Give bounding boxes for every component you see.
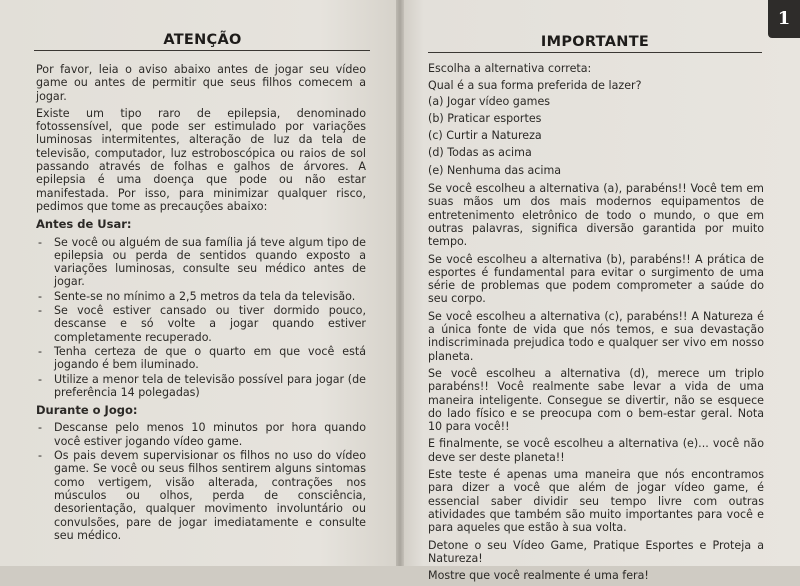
left-body	[36, 63, 366, 543]
list-item-text: Utilize a menor tela de televisão possível para jogar (de preferência 14 polegadas)	[54, 372, 366, 399]
list-item	[36, 290, 366, 303]
bullet-dash: -	[38, 449, 43, 463]
right-page	[400, 0, 800, 583]
list-item	[36, 373, 366, 400]
bullet-dash: -	[38, 421, 43, 435]
page-title-atencao: ATENÇÃO	[163, 32, 242, 48]
closing-paragraph: Este teste é apenas uma maneira que nós encontramos para dizer a você que além de jogar vídeo game, é essencial saber dividir seu tempo livre com outras atividades que também são muito importantes para você e para aqueles que estão à sua volta.	[428, 468, 764, 535]
right-body	[428, 62, 764, 586]
list-item	[36, 304, 366, 344]
final-line: Mostre que você realmente é uma fera!	[428, 569, 649, 583]
title-divider	[34, 50, 370, 51]
answer-e-paragraph: E finalmente, se você escolheu a alternativa (e)... você não deve ser deste planeta!!	[428, 437, 764, 464]
list-item-text: Os pais devem supervisionar os filhos no uso do vídeo game. Se você ou seus filhos sentirem alguns sintomas como vertigem, visão alterada, contrações nos músculos ou olhos, perda de consciência, desorientação, qualquer movimento involuntário ou convulsões, pare de jogar imediatamente e consulte seu médico.	[54, 449, 366, 542]
during-game-heading: Durante o Jogo:	[36, 403, 138, 418]
bullet-dash: -	[38, 344, 43, 358]
option-a: (a) Jogar vídeo games	[428, 94, 551, 108]
list-item-text: Sente-se no mínimo a 2,5 metros da tela da televisão.	[54, 289, 356, 303]
list-item-text: Se você ou alguém de sua família já teve algum tipo de epilepsia ou perda de sentidos quando exposto a variações luminosas, consulte seu médico antes de jogar.	[54, 235, 366, 289]
option-e: (e) Nenhuma das acima	[428, 163, 562, 177]
title-divider	[428, 52, 762, 53]
left-page	[0, 0, 400, 566]
intro-paragraph-2: Existe um tipo raro de epilepsia, denominado fotossensível, que pode ser estimulado por variações luminosas intermitentes, alteração de luz da tela de televisão, computador, luz estroboscópica ou raios de sol passando através de folhas e galhos de árvores. A epilepsia é uma doença que pode ou não estar manifestada. Por isso, para minimizar qualquer risco, pedimos que tome as precauções abaixo:	[36, 106, 366, 213]
option-d: (d) Todas as acima	[428, 146, 532, 160]
list-item	[36, 449, 366, 542]
list-item-text: Descanse pelo menos 10 minutos por hora quando você estiver jogando vídeo game.	[54, 421, 366, 448]
intro-paragraph-1: Por favor, leia o aviso abaixo antes de jogar seu vídeo game ou antes de permitir que seus filhos comecem a jogar.	[36, 63, 366, 103]
answer-c-paragraph: Se você escolheu a alternativa (c), parabéns!! A Natureza é a única fonte de vida que nós temos, e sua devastação indiscriminada prejudica todo e qualquer ser vivo em nosso planeta.	[428, 309, 764, 363]
page-title-importante: IMPORTANTE	[540, 34, 650, 50]
option-b: (b) Praticar esportes	[428, 111, 542, 125]
before-use-heading: Antes de Usar:	[36, 217, 132, 232]
bullet-dash: -	[38, 235, 43, 249]
answer-d-paragraph: Se você escolheu a alternativa (d), merece um triplo parabéns!! Você realmente sabe levar a vida de uma maneira inteligente. Consegue se divertir, não se esquece do lado físico e se preocupa com o bem-estar geral. Nota 10 para você!!	[428, 366, 764, 434]
page-number-tab: 1	[768, 0, 800, 38]
bullet-dash: -	[38, 372, 43, 386]
bullet-dash: -	[38, 289, 43, 303]
book-spine	[396, 0, 404, 566]
question-intro: Escolha a alternativa correta:	[428, 62, 592, 75]
slogan-line: Detone o seu Vídeo Game, Pratique Esportes e Proteja a Natureza!	[428, 538, 764, 565]
question: Qual é a sua forma preferida de lazer?	[428, 79, 642, 93]
list-item-text: Se você estiver cansado ou tiver dormido pouco, descanse e só volte a jogar quando estiver completamente recuperado.	[54, 304, 366, 344]
answer-a-paragraph: Se você escolheu a alternativa (a), parabéns!! Você tem em suas mãos um dos mais modernos equipamentos de entretenimento eletrônico de todo o mundo, o que em outras palavras, significa diversão garantida por muito tempo.	[428, 182, 764, 249]
list-item	[36, 345, 366, 372]
option-c: (c) Curtir a Natureza	[428, 129, 542, 143]
list-item-text: Tenha certeza de que o quarto em que você está jogando é bem iluminado.	[54, 344, 366, 372]
bullet-dash: -	[38, 304, 43, 318]
list-item	[36, 236, 366, 289]
answer-b-paragraph: Se você escolheu a alternativa (b), parabéns!! A prática de esportes é fundamental para evitar o surgimento de uma série de problemas que podem comprometer a saúde do seu corpo.	[428, 252, 764, 306]
list-item	[36, 421, 366, 448]
